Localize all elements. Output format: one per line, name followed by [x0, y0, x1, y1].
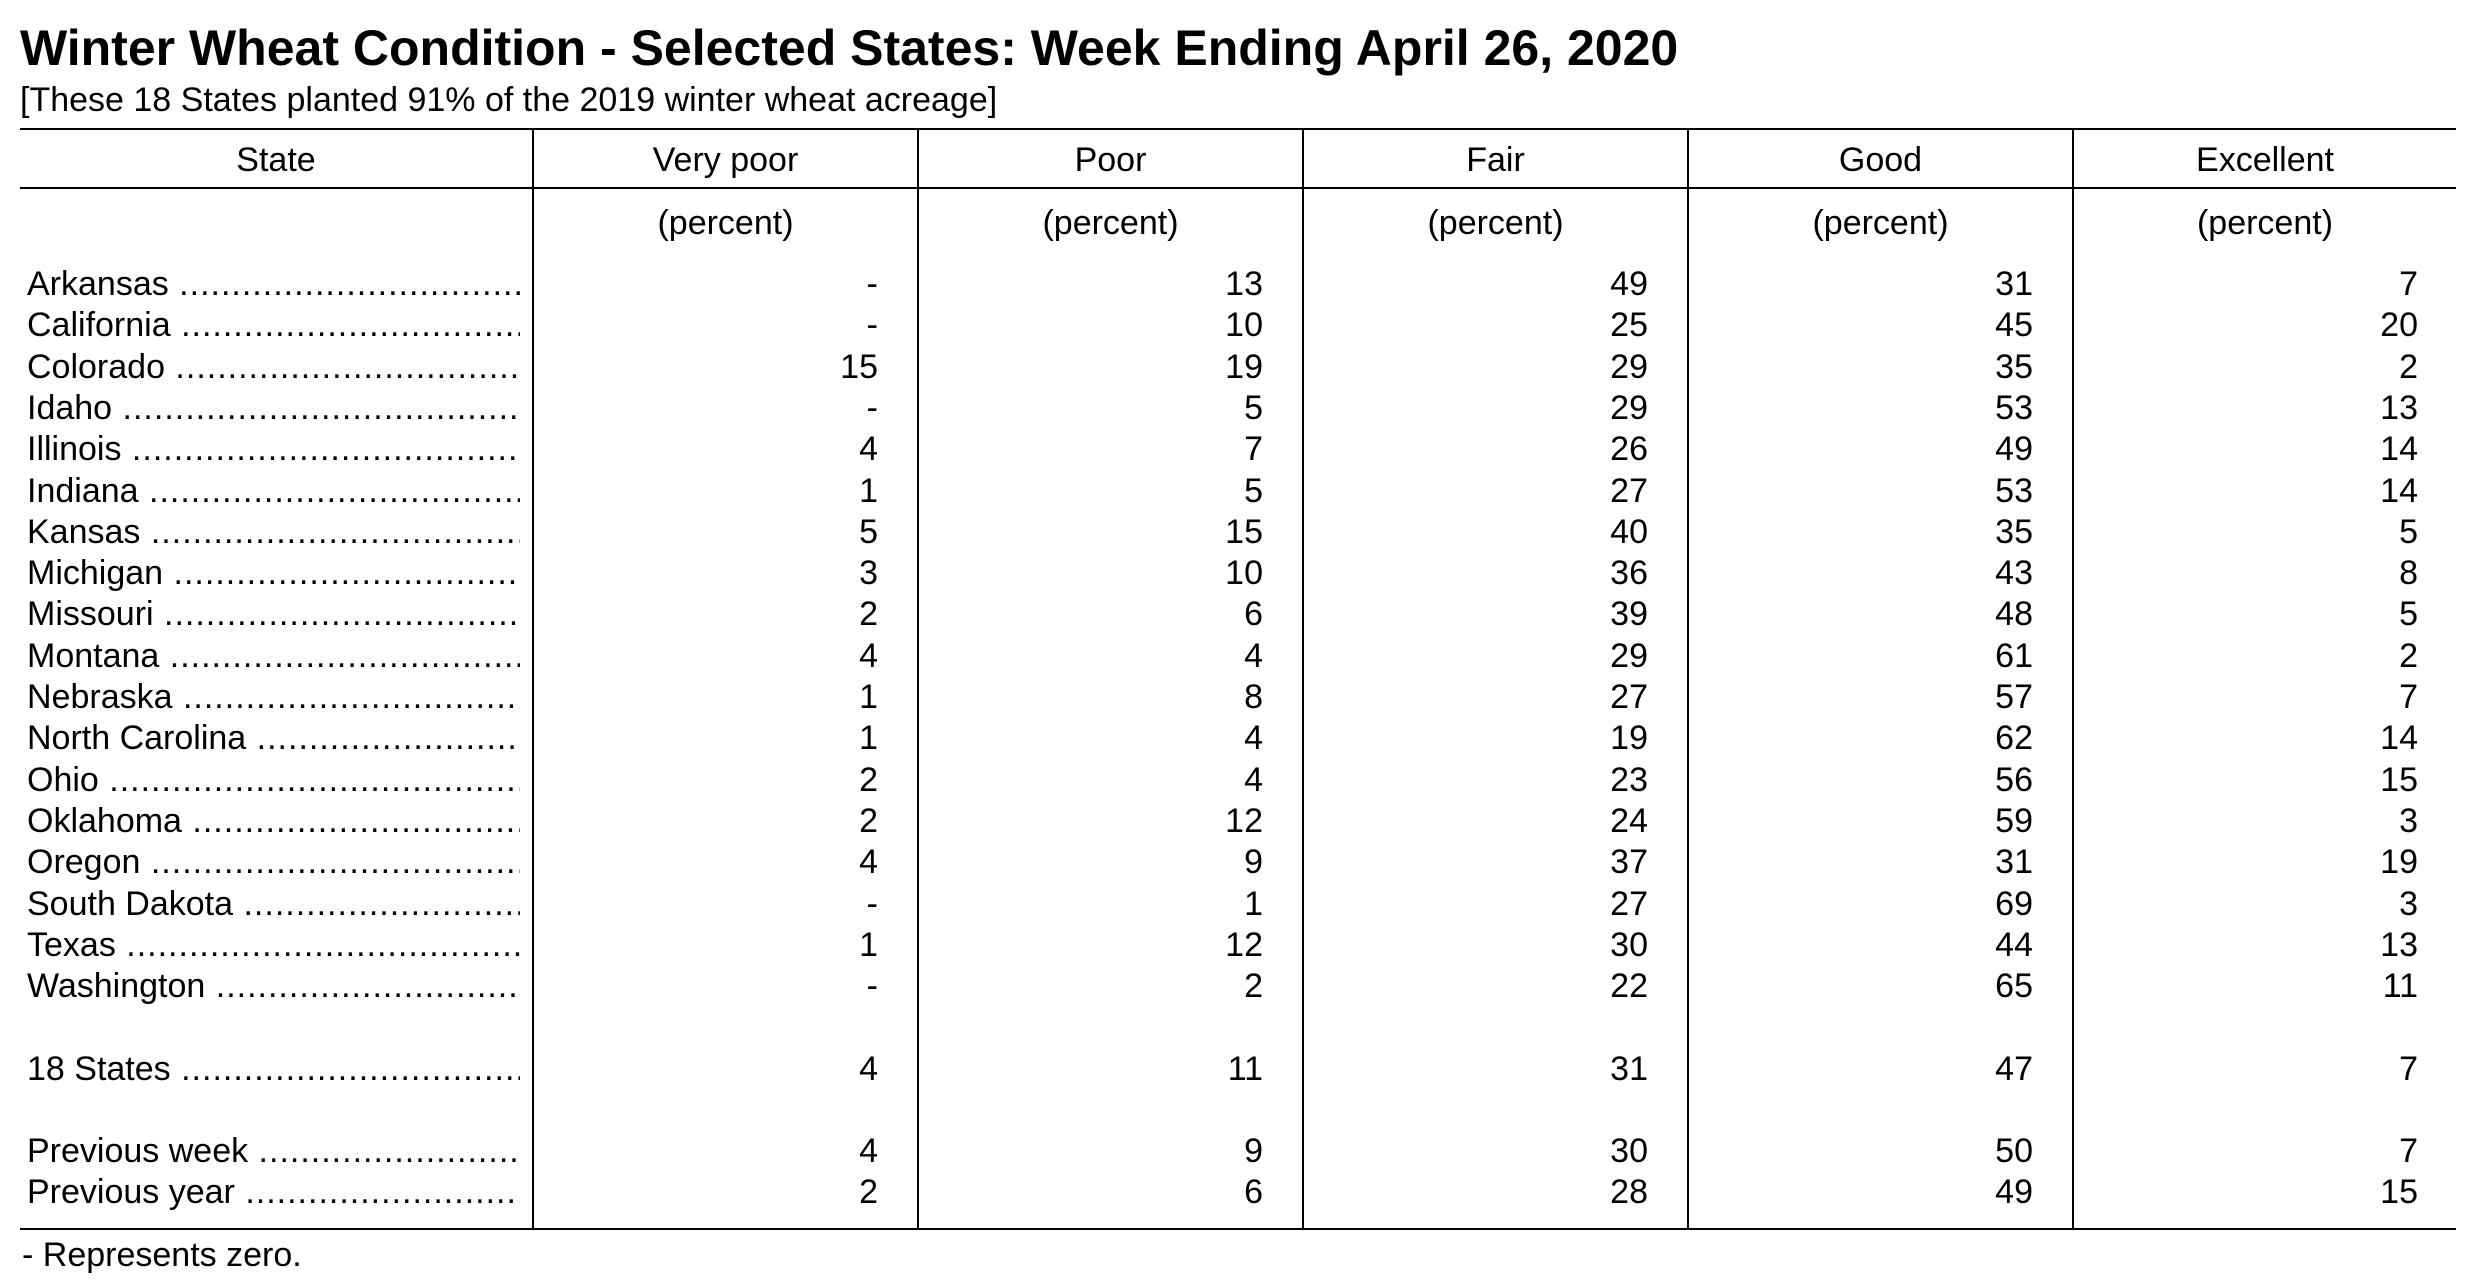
- table-cell: 23: [1610, 761, 1648, 799]
- table-cell: 3: [2399, 802, 2418, 840]
- table-cell: 19: [1610, 719, 1648, 757]
- table-cell: 12: [1225, 926, 1263, 964]
- table-cell: 7: [2399, 678, 2418, 716]
- table-cell: 2: [859, 1173, 878, 1211]
- table-cell: 28: [1610, 1173, 1648, 1211]
- table-cell: 9: [1244, 843, 1263, 881]
- table-cell: 53: [1995, 389, 2033, 427]
- table-row: [0, 925, 2476, 966]
- table-cell: 2: [2399, 348, 2418, 386]
- table-cell: 25: [1610, 306, 1648, 344]
- table-row: [0, 594, 2476, 635]
- table-cell: 15: [2380, 1173, 2418, 1211]
- table-cell: 35: [1995, 513, 2033, 551]
- column-header-excellent: Excellent: [2196, 141, 2334, 179]
- unit-label: (percent): [657, 204, 794, 242]
- table-cell: 9: [1244, 1132, 1263, 1170]
- table-cell: 2: [1244, 967, 1263, 1005]
- table-cell: 30: [1610, 1132, 1648, 1170]
- table-cell: 4: [859, 843, 878, 881]
- table-cell: 1: [859, 678, 878, 716]
- table-row: [0, 718, 2476, 759]
- state-name: Idaho .....: [27, 388, 520, 429]
- table-cell: 65: [1995, 967, 2033, 1005]
- state-name: Previous year .....: [27, 1172, 520, 1213]
- unit-label: (percent): [2196, 204, 2334, 242]
- table-cell: 7: [1244, 430, 1263, 468]
- table-row: [0, 966, 2476, 1007]
- state-name: Arkansas .....: [27, 264, 520, 305]
- table-cell: 2: [859, 761, 878, 799]
- table-cell: 15: [1225, 513, 1263, 551]
- table-cell: 48: [1995, 595, 2033, 633]
- table-cell: 14: [2380, 719, 2418, 757]
- footnote: - Represents zero.: [22, 1236, 302, 1274]
- table-cell: 37: [1610, 843, 1648, 881]
- table-row: [0, 429, 2476, 470]
- table-cell: 31: [1610, 1050, 1648, 1088]
- table-cell: 4: [1244, 637, 1263, 675]
- state-name: Indiana .....: [27, 471, 520, 512]
- header-rule: [20, 187, 2456, 189]
- unit-label: (percent): [1427, 204, 1564, 242]
- table-cell: 30: [1610, 926, 1648, 964]
- table-cell: 27: [1610, 472, 1648, 510]
- column-header-good: Good: [1838, 141, 1923, 179]
- table-cell: 39: [1610, 595, 1648, 633]
- table-cell: 3: [859, 554, 878, 592]
- state-name: Ohio .....: [27, 760, 520, 801]
- table-cell: 13: [2380, 926, 2418, 964]
- table-title: Winter Wheat Condition - Selected States: Week Ending April 26, 2020: [20, 20, 1679, 76]
- table-cell: -: [866, 306, 878, 344]
- table-cell: 50: [1995, 1132, 2033, 1170]
- table-cell: 49: [1610, 265, 1648, 303]
- table-cell: 26: [1610, 430, 1648, 468]
- state-name: Colorado .....: [27, 347, 520, 388]
- table-cell: 49: [1995, 430, 2033, 468]
- table-cell: 61: [1995, 637, 2033, 675]
- table-cell: 11: [1227, 1050, 1263, 1088]
- comparison-row: [0, 1131, 2476, 1172]
- table-cell: 20: [2380, 306, 2418, 344]
- table-cell: -: [866, 967, 878, 1005]
- table-cell: 22: [1610, 967, 1648, 1005]
- table-cell: 10: [1225, 554, 1263, 592]
- table-cell: 35: [1995, 348, 2033, 386]
- table-cell: 40: [1610, 513, 1648, 551]
- table-cell: 27: [1610, 678, 1648, 716]
- state-name: Kansas .....: [27, 512, 520, 553]
- state-name: Oregon .....: [27, 842, 520, 883]
- table-cell: 14: [2380, 430, 2418, 468]
- table-row: [0, 347, 2476, 388]
- unit-label: (percent): [1812, 204, 1949, 242]
- state-name: Previous week .....: [27, 1131, 520, 1172]
- table-cell: 69: [1995, 885, 2033, 923]
- comparison-row: [0, 1172, 2476, 1213]
- table-cell: 6: [1244, 595, 1263, 633]
- table-cell: 4: [859, 637, 878, 675]
- table-cell: 57: [1995, 678, 2033, 716]
- table-cell: 49: [1995, 1173, 2033, 1211]
- table-cell: 13: [2380, 389, 2418, 427]
- table-cell: 6: [1244, 1173, 1263, 1211]
- state-name: Washington .....: [27, 966, 520, 1007]
- table-cell: 1: [1244, 885, 1263, 923]
- column-header-very-poor: Very poor: [652, 141, 799, 179]
- table-cell: 27: [1610, 885, 1648, 923]
- table-row: [0, 760, 2476, 801]
- table-cell: 7: [2399, 1132, 2418, 1170]
- table-cell: 5: [1244, 389, 1263, 427]
- table-cell: 1: [859, 926, 878, 964]
- state-name: Nebraska .....: [27, 677, 520, 718]
- state-name: California .....: [27, 305, 520, 346]
- table-cell: 29: [1610, 389, 1648, 427]
- table-cell: 15: [2380, 761, 2418, 799]
- table-row: [0, 884, 2476, 925]
- table-cell: 15: [840, 348, 878, 386]
- table-cell: 14: [2380, 472, 2418, 510]
- state-name: Illinois .....: [27, 429, 520, 470]
- table-row: [0, 636, 2476, 677]
- table-cell: 4: [1244, 761, 1263, 799]
- table-cell: 4: [859, 430, 878, 468]
- table-cell: 7: [2399, 265, 2418, 303]
- table-cell: 5: [2399, 595, 2418, 633]
- table-cell: 31: [1995, 265, 2033, 303]
- table-cell: 56: [1995, 761, 2033, 799]
- bottom-rule: [20, 1228, 2456, 1230]
- table-cell: 29: [1610, 637, 1648, 675]
- state-name: Missouri .....: [27, 594, 520, 635]
- table-cell: -: [866, 265, 878, 303]
- table-cell: 47: [1995, 1050, 2033, 1088]
- table-cell: 13: [1225, 265, 1263, 303]
- table-cell: 29: [1610, 348, 1648, 386]
- table-cell: 4: [859, 1050, 878, 1088]
- total-row: [0, 1049, 2476, 1090]
- table-row: [0, 264, 2476, 305]
- table-cell: 10: [1225, 306, 1263, 344]
- state-name: Texas .....: [27, 925, 520, 966]
- table-cell: 2: [859, 802, 878, 840]
- table-cell: 19: [1225, 348, 1263, 386]
- unit-label: (percent): [1042, 204, 1179, 242]
- table-row: [0, 842, 2476, 883]
- table-cell: -: [866, 389, 878, 427]
- table-cell: 53: [1995, 472, 2033, 510]
- table-cell: -: [866, 885, 878, 923]
- table-cell: 5: [2399, 513, 2418, 551]
- state-name: Michigan .....: [27, 553, 520, 594]
- column-header-fair: Fair: [1466, 141, 1525, 179]
- table-cell: 45: [1995, 306, 2033, 344]
- column-header-poor: Poor: [1074, 141, 1147, 179]
- table-cell: 44: [1995, 926, 2033, 964]
- table-row: [0, 388, 2476, 429]
- table-cell: 19: [2380, 843, 2418, 881]
- table-cell: 2: [2399, 637, 2418, 675]
- state-name: 18 States .....: [27, 1049, 520, 1090]
- table-row: [0, 512, 2476, 553]
- table-cell: 4: [859, 1132, 878, 1170]
- table-cell: 1: [859, 472, 878, 510]
- table-cell: 36: [1610, 554, 1648, 592]
- table-cell: 7: [2399, 1050, 2418, 1088]
- state-name: Montana .....: [27, 636, 520, 677]
- state-name: Oklahoma .....: [27, 801, 520, 842]
- table-cell: 4: [1244, 719, 1263, 757]
- table-row: [0, 801, 2476, 842]
- table-row: [0, 305, 2476, 346]
- table-cell: 59: [1995, 802, 2033, 840]
- table-cell: 24: [1610, 802, 1648, 840]
- table-cell: 12: [1225, 802, 1263, 840]
- table-cell: 8: [1244, 678, 1263, 716]
- table-cell: 31: [1995, 843, 2033, 881]
- table-cell: 62: [1995, 719, 2033, 757]
- table-subtitle: [These 18 States planted 91% of the 2019 winter wheat acreage]: [20, 81, 998, 119]
- column-header-state: State: [236, 141, 316, 179]
- table-cell: 8: [2399, 554, 2418, 592]
- table-cell: 3: [2399, 885, 2418, 923]
- table-cell: 1: [859, 719, 878, 757]
- table-cell: 43: [1995, 554, 2033, 592]
- table-cell: 5: [859, 513, 878, 551]
- state-name: North Carolina .....: [27, 718, 520, 759]
- table-cell: 11: [2382, 967, 2418, 1005]
- table-cell: 5: [1244, 472, 1263, 510]
- table-row: [0, 677, 2476, 718]
- table-row: [0, 553, 2476, 594]
- state-name: South Dakota .....: [27, 884, 520, 925]
- table-row: [0, 471, 2476, 512]
- table-cell: 2: [859, 595, 878, 633]
- top-rule: [20, 128, 2456, 130]
